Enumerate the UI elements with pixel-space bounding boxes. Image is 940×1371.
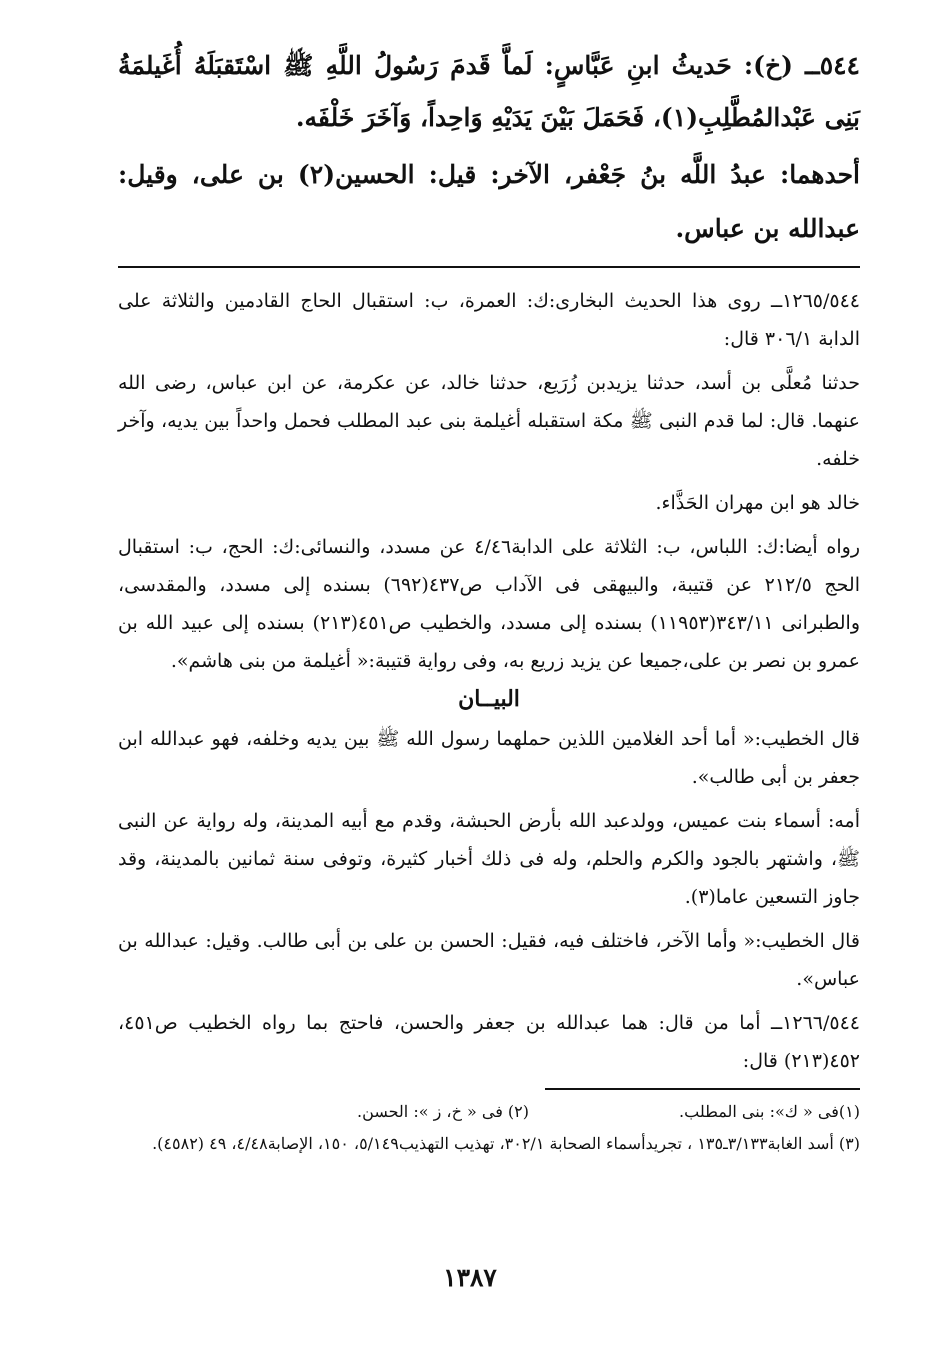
commentary-paragraph-1: ١٢٦٥/٥٤٤ــ روى هذا الحديث البخارى:ك: العمرة، ب: استقبال الحاج القادمين والثلاثة على الدابة ٣٠٦/١ قال: [118, 290, 860, 350]
page-number: ١٣٨٧ [443, 1263, 497, 1292]
footnote-3: (٣) أسد الغابة٣/١٣٣ـ١٣٥ ، تجريدأسماء الصحابة ٣٠٢/١، تهذيب التهذيب٥/١٤٩، ١٥٠، الإصابة٤/٤٨، ٤٩ (٤٥٨٢). [152, 1134, 860, 1153]
section-divider [118, 266, 860, 268]
footnote-row [118, 1096, 860, 1128]
footnote-1: (١)فى « ك»: بنى المطلب. [679, 1102, 860, 1121]
commentary-paragraph-3: خالد هو ابن مهران الحَذَّاء. [655, 492, 860, 514]
commentary-paragraph-2: حدثنا مُعلَّى بن أسد، حدثنا يزيدبن زُرَيع، حدثنا خالد، عن عكرمة، عن ابن عباس، رضى الله عنهما. قال: لما قدم النبى ﷺ مكة استقبله أغيلمة بنى عبد المطلب فحمل واحداً بين يديه، وآخر خلفه. [118, 372, 860, 470]
commentary-paragraph-8: ١٢٦٦/٥٤٤ــ أما من قال: هما عبدالله بن جعفر والحسن، فاحتج بما رواه الخطيب ص٤٥١، ٤٥٢(٢١٣) قال: [118, 1012, 860, 1072]
commentary-paragraph-6: أمه: أسماء بنت عميس، وولدعبد الله بأرض الحبشة، وقدم مع أبيه المدينة، وله رواية عن النبى ﷺ، واشتهر بالجود والكرم والحلم، وله فى ذلك أخبار كثيرة، وتوفى سنة ثمانين بالمدينة، وقد جاوز التسعين عاما(٣). [118, 810, 860, 908]
hadith-text: ٥٤٤ــ (خ): حَديثُ ابنِ عَبَّاسٍ: لَماَّ قَدمَ رَسُولُ اللَّهِ ﷺ اسْتَقبَلَهُ أُغَيلمَةُ بَنِى عَبْدالمُطَّلِبِ(١)، فَحَمَلَ بَيْنَ يَدَيْهِ وَاحِداً، وَآخَرَ خَلْفَه. [118, 51, 860, 132]
section-heading: البيــان [458, 686, 520, 712]
commentary-paragraph-5: قال الخطيب:« أما أحد الغلامين اللذين حملهما رسول الله ﷺ بين يديه وخلفه، فهو عبدالله ابن جعفر بن أبى طالب». [118, 728, 860, 788]
page-content [118, 40, 860, 1160]
footnote-divider [545, 1088, 860, 1090]
footnote-2: (٢) فى « خ، ز »: الحسن. [357, 1102, 530, 1121]
commentary-paragraph-7: قال الخطيب:« وأما الآخر، فاختلف فيه، فقيل: الحسن بن على بن أبى طالب. وقيل: عبدالله بن عباس». [118, 930, 860, 990]
hadith-explanation: أحدهما: عبدُ اللَّه بنُ جَعْفر، الآخر: قيل: الحسين(٢) بن على، وقيل: عبدالله بن عباس. [118, 160, 860, 243]
commentary-paragraph-4: رواه أيضا:ك: اللباس، ب: الثلاثة على الدابة٤/٤٦ عن مسدد، والنسائى:ك: الحج، ب: استقبال الحج ٢١٢/٥ عن قتيبة، والبيهقى فى الآداب ص٤٣٧(٦٩٢) بسنده إلى مسدد، والمقدسى، والطبرانى ٣٤٣/١١(١١٩٥٣) بسنده إلى مسدد، والخطيب ص٤٥١(٢١٣) بسنده إلى عبيد الله بن عمرو بن نصر بن على،جميعا عن يزيد زريع به، وفى رواية قتيبة:« أغيلمة من بنى هاشم». [118, 536, 861, 672]
